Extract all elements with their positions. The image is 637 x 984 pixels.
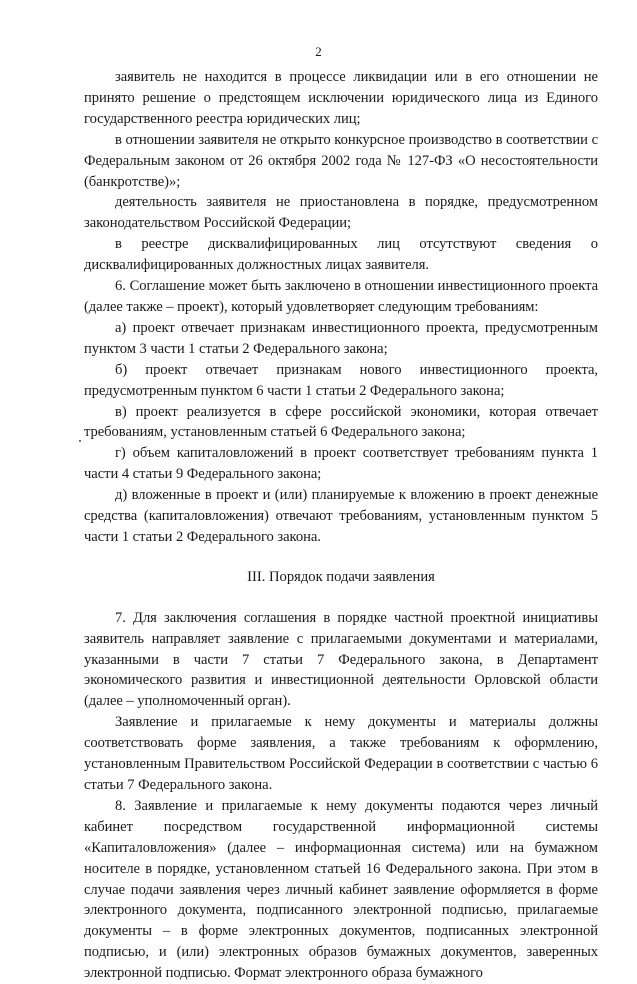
paragraph-item-8: 8. Заявление и прилагаемые к нему документы подаются через личный кабинет посредством государственной информационной системы «Капиталовложения» (далее – информационная система) или на бумажном носителе в порядке, установленном статьей 16 Федерального закона. При этом в случае подачи заявления через личный кабинет заявление оформляется в форме электронного документа, подписанного электронной подписью, прилагаемые документы – в форме электронных документов, подписанных электронной подписью, и (или) электронных образов бумажных документов, заверенных электронной подписью. Формат электронного образа бумажного (84, 797, 598, 982)
paragraph-eligibility-suspension: деятельность заявителя не приостановлена в порядке, предусмотренном законодательством Российской Федерации; (84, 194, 598, 232)
paragraph-eligibility-disqualified: в реестре дисквалифицированных лиц отсутствуют сведения о дисквалифицированных должностных лицах заявителя. (84, 236, 598, 274)
paragraph-eligibility-liquidation: заявитель не находится в процессе ликвидации или в его отношении не принято решение о предстоящем исключении юридического лица из Единого государственного реестра юридических лиц; (84, 69, 598, 127)
document-body (84, 67, 598, 984)
paragraph-item-6b: б) проект отвечает признакам нового инвестиционного проекта, предусмотренным пунктом 6 части 1 статьи 2 Федерального закона; (84, 361, 598, 399)
paragraph-item-6a: а) проект отвечает признакам инвестиционного проекта, предусмотренным пунктом 3 части 1 статьи 2 Федерального закона; (84, 319, 598, 357)
section-heading: III. Порядок подачи заявления (247, 568, 435, 585)
paragraph-eligibility-bankruptcy: в отношении заявителя не открыто конкурсное производство в соответствии с Федеральным законом от 26 октября 2002 года № 127-ФЗ «О несостоятельности (банкротстве)»; (84, 131, 598, 190)
scan-speck (79, 440, 81, 442)
paragraph-item-6d: д) вложенные в проект и (или) планируемые к вложению в проект денежные средства (капиталовложения) отвечают требованиям, установленным пунктом 5 части 1 статьи 2 Федерального закона. (84, 487, 598, 545)
paragraph-item-6: 6. Соглашение может быть заключено в отношении инвестиционного проекта (далее также – проект), который удовлетворяет следующим требованиям: (84, 278, 598, 315)
page-number: 2 (315, 44, 322, 59)
paragraph-form-requirements: Заявление и прилагаемые к нему документы и материалы должны соответствовать форме заявления, а также требованиям к оформлению, установленным Правительством Российской Федерации в соответствии с частью 6 статьи 7 Федерального закона. (84, 714, 598, 793)
paragraph-item-6g: г) объем капиталовложений в проект соответствует требованиям пункта 1 части 4 статьи 9 Федерального закона; (84, 445, 598, 483)
paragraph-item-7: 7. Для заключения соглашения в порядке частной проектной инициативы заявитель направляет заявление с прилагаемыми документами и материалами, указанными в части 7 статьи 7 Федерального закона, в Департамент экономического развития и инвестиционной деятельности Орловской области (далее – уполномоченный орган). (84, 609, 598, 710)
paragraph-item-6v: в) проект реализуется в сфере российской экономики, которая отвечает требованиям, установленным статьей 6 Федерального закона; (84, 403, 598, 441)
